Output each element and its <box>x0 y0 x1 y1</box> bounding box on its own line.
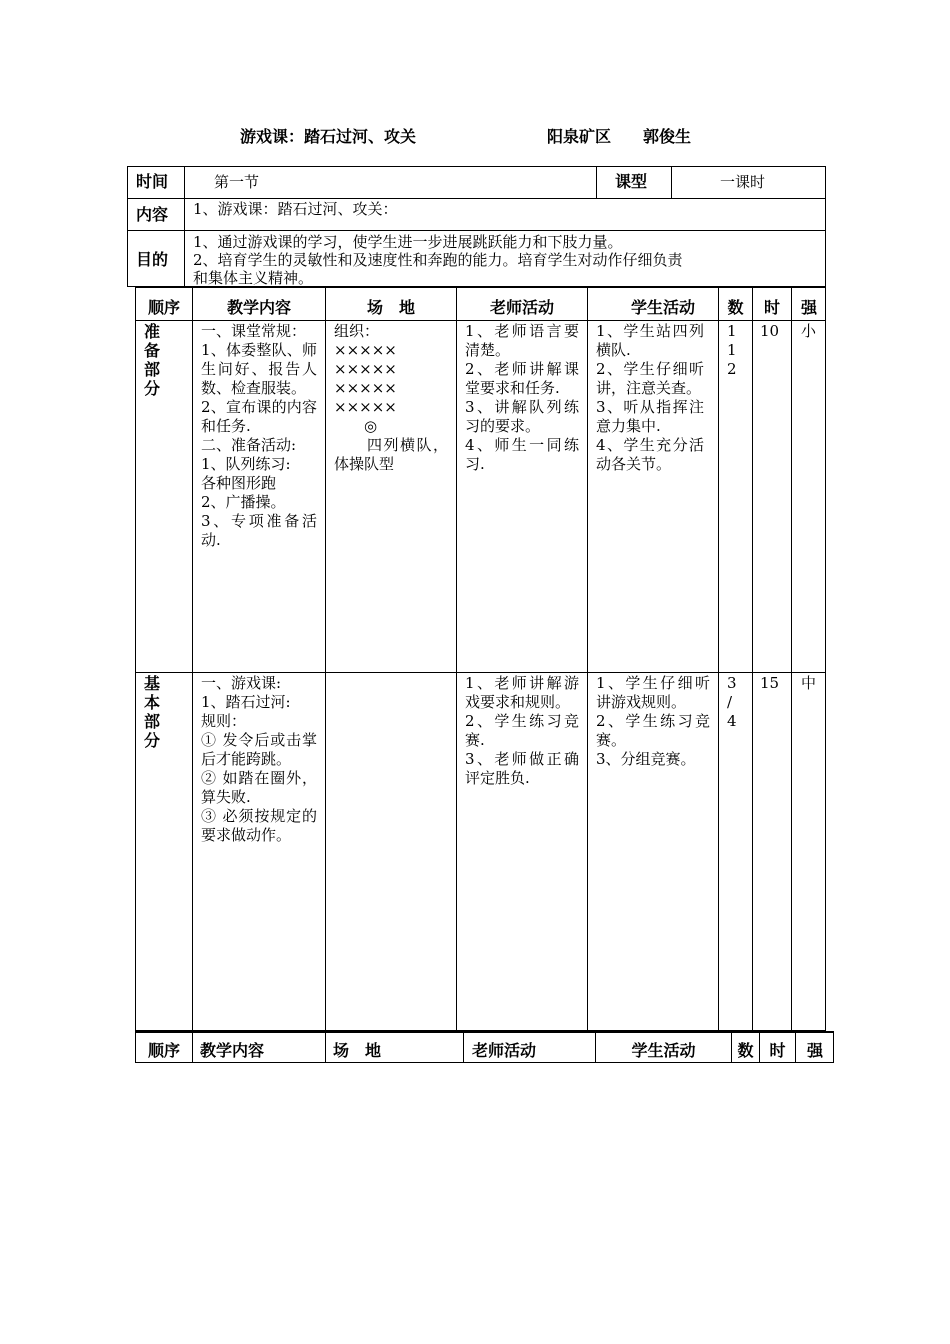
header-intensity: 强 <box>800 298 817 317</box>
row-basic-intensity: 中 <box>801 674 817 692</box>
header-time: 时 <box>763 298 780 317</box>
row-prep-time: 10 <box>760 322 780 340</box>
district-name: 阳泉矿区 <box>547 127 612 146</box>
header-order: 顺序 <box>147 298 180 317</box>
author-name: 郭俊生 <box>643 127 692 146</box>
goal-label: 目的 <box>136 250 169 269</box>
row-basic-count: 3 / 4 <box>727 674 737 730</box>
section-basic: 基本部分 <box>144 674 161 750</box>
goal-line-2: 2、培育学生的灵敏性和及速度性和奔跑的能力。培育学生对动作仔细负责 <box>193 251 683 269</box>
time-label: 时间 <box>136 172 169 191</box>
goal-line-3: 和集体主义精神。 <box>193 269 314 287</box>
time-value: 第一节 <box>214 173 260 191</box>
footer-header-time: 时 <box>769 1041 786 1060</box>
row-basic-time: 15 <box>760 674 780 692</box>
row-basic-student: 1、学生仔细听讲游戏规则。 2、学生练习竞赛。 3、分组竞赛。 <box>596 674 710 768</box>
header-count: 数 <box>727 298 744 317</box>
header-student: 学生活动 <box>630 298 695 317</box>
footer-header-order: 顺序 <box>147 1041 180 1060</box>
footer-header-venue: 场 地 <box>333 1041 382 1060</box>
header-content: 教学内容 <box>226 298 291 317</box>
type-label: 课型 <box>615 172 648 191</box>
footer-header-student: 学生活动 <box>631 1041 696 1060</box>
row-prep-content: 一、课堂常规： 1、体委整队、师生问好、报告人数、检查服装。 2、宣布课的内容和任务. 二、准备活动: 1、队列练习: 各种图形跑 2、广播操。 3、专项准备活动. <box>201 322 317 549</box>
footer-header-intensity: 强 <box>806 1041 823 1060</box>
row-prep-student: 1、学生站四列横队. 2、学生仔细听讲，注意关查。 3、听从指挥注意力集中. 4、学生充分活动各关节。 <box>596 322 704 473</box>
row-prep-venue: 组织： ××××× ××××× ××××× ××××× ◎ 四列横队，体操队型 <box>334 322 448 473</box>
row-prep-teacher: 1、老师语言要清楚。 2、老师讲解课堂要求和任务. 3、讲解队列练习的要求。 4、师生一同练习. <box>465 322 579 473</box>
footer-header-count: 数 <box>737 1041 754 1060</box>
content-label: 内容 <box>136 205 169 224</box>
page-title <box>0 124 950 150</box>
row-basic-teacher: 1、老师讲解游戏要求和规则。 2、学生练习竞赛. 3、老师做正确评定胜负. <box>465 674 579 787</box>
header-venue: 场 地 <box>366 298 415 317</box>
goal-line-1: 1、通过游戏课的学习，使学生进一步进展跳跃能力和下肢力量。 <box>193 233 623 251</box>
row-prep-count: 1 1 2 <box>727 322 737 378</box>
row-basic-content: 一、游戏课: 1、踏石过河: 规则： ① 发令后或击掌后才能跨跳。 ② 如踏在圈外，算失败. ③ 必须按规定的要求做动作。 <box>201 674 317 844</box>
footer-header-content: 教学内容 <box>200 1041 265 1060</box>
row-prep-intensity: 小 <box>801 322 817 340</box>
content-value: 1、游戏课：踏石过河、攻关： <box>193 200 398 218</box>
section-prep: 准备部分 <box>144 322 161 398</box>
lesson-title: 游戏课：踏石过河、攻关 <box>240 127 417 146</box>
type-value: 一课时 <box>720 173 766 191</box>
header-teacher: 老师活动 <box>489 298 554 317</box>
footer-header-teacher: 老师活动 <box>472 1041 537 1060</box>
